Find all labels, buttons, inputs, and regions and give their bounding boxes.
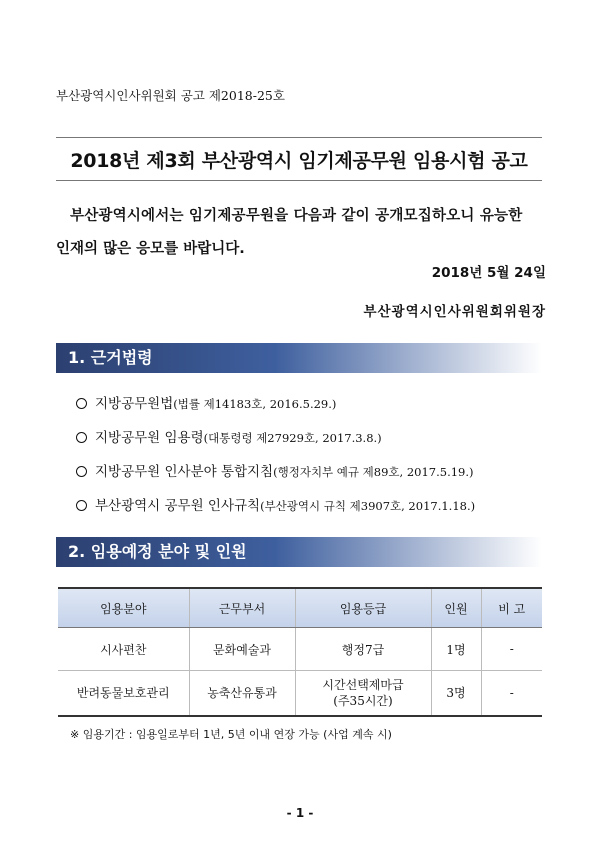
announcement-reference: 부산광역시인사위원회 공고 제2018-25호	[56, 88, 285, 103]
page-number: - 1 -	[286, 806, 314, 820]
title-top-rule	[56, 137, 542, 138]
document-title: 2018년 제3회 부산광역시 임기제공무원 임용시험 공고	[70, 150, 528, 172]
law-item	[76, 426, 382, 446]
table-header-row	[58, 588, 542, 628]
title-bottom-rule	[56, 180, 542, 181]
section-title: 2. 임용예정 분야 및 인원	[68, 542, 247, 561]
law-name: 지방공무원 인사분야 통합지침	[95, 464, 274, 480]
cell-count: 3명	[431, 671, 481, 717]
cell-grade: 행정7급	[295, 628, 431, 671]
intro-paragraph	[56, 200, 548, 266]
law-item	[76, 494, 475, 514]
cell-dept: 농축산유통과	[189, 671, 295, 717]
circle-bullet-icon	[76, 398, 87, 409]
cell-dept: 문화예술과	[189, 628, 295, 671]
law-name: 지방공무원 임용령	[95, 430, 204, 446]
column-header: 임용등급	[295, 588, 431, 628]
footnote: ※ 임용기간 : 임용일로부터 1년, 5년 이내 연장 가능 (사업 계속 시)	[70, 728, 392, 741]
intro-line-1: 부산광역시에서는 임기제공무원을 다음과 같이 공개모집하오니 유능한	[70, 208, 523, 224]
circle-bullet-icon	[76, 500, 87, 511]
column-header: 근무부서	[189, 588, 295, 628]
intro-line-2: 인재의 많은 응모를 바랍니다.	[56, 241, 245, 257]
law-item	[76, 392, 336, 412]
law-detail: (법률 제14183호, 2016.5.29.)	[173, 397, 337, 411]
cell-note: -	[481, 671, 542, 717]
cell-field: 시사편찬	[58, 628, 189, 671]
cell-field: 반려동물보호관리	[58, 671, 189, 717]
law-name: 지방공무원법	[95, 396, 174, 412]
grade-line-1: 시간선택제마급	[322, 678, 404, 692]
law-detail: (대통령령 제27929호, 2017.3.8.)	[203, 431, 382, 445]
column-header: 임용분야	[58, 588, 189, 628]
announcement-date: 2018년 5월 24일	[431, 265, 546, 281]
column-header: 인원	[431, 588, 481, 628]
table-row	[58, 628, 542, 671]
circle-bullet-icon	[76, 432, 87, 443]
table-row	[58, 671, 542, 717]
law-item	[76, 460, 474, 480]
section-header-legal-basis	[56, 343, 542, 373]
signer: 부산광역시인사위원회위원장	[363, 304, 546, 320]
positions-table	[58, 587, 542, 717]
section-title: 1. 근거법령	[68, 348, 153, 367]
column-header: 비 고	[481, 588, 542, 628]
cell-count: 1명	[431, 628, 481, 671]
law-name: 부산광역시 공무원 인사규칙	[95, 498, 261, 514]
cell-note: -	[481, 628, 542, 671]
circle-bullet-icon	[76, 466, 87, 477]
section-header-positions	[56, 537, 542, 567]
cell-grade	[295, 671, 431, 717]
law-detail: (행정자치부 예규 제89호, 2017.5.19.)	[273, 465, 474, 479]
law-detail: (부산광역시 규칙 제3907호, 2017.1.18.)	[260, 499, 476, 513]
grade-line-2: (주35시간)	[333, 694, 393, 708]
